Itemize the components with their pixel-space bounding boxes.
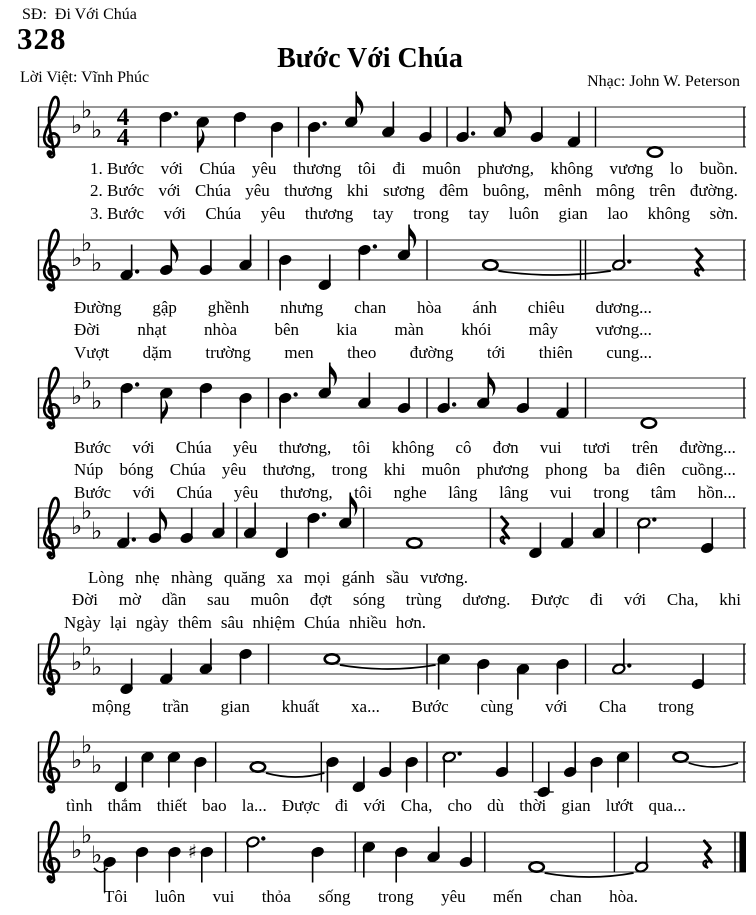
lyric-word: cuồng...: [681, 460, 736, 480]
lyric-word: ghềnh: [207, 298, 250, 317]
lyric-word: Được: [281, 796, 320, 815]
lyric-word: ba: [603, 460, 620, 480]
svg-text:♭: ♭: [71, 648, 83, 676]
lyric-word: nhiệm: [252, 612, 296, 632]
lyric-word: phương: [476, 460, 529, 480]
lyric-word: không: [647, 203, 691, 223]
lyric-word: thương: [304, 203, 354, 223]
lyric-word: mênh: [543, 181, 582, 201]
lyric-word: hòa: [417, 298, 442, 317]
lyric-word: sương: [382, 181, 425, 201]
svg-text:♯: ♯: [187, 841, 198, 863]
svg-text:♭: ♭: [81, 633, 93, 661]
lyric-word: khói: [461, 320, 492, 340]
svg-text:♭: ♭: [81, 96, 93, 124]
lyric-word: trong: [658, 697, 694, 716]
lyric-word: thương: [284, 181, 333, 201]
lyric-word: lại: [109, 612, 127, 632]
music-staff-svg: [0, 476, 756, 580]
lyric-word: xa...: [351, 697, 380, 716]
lyric-word: với: [132, 438, 155, 457]
svg-text:4: 4: [116, 104, 130, 131]
lyric-word: muôn: [422, 159, 461, 178]
lyric-word: muôn: [421, 460, 461, 480]
composer-credit: Nhạc: John W. Peterson: [587, 73, 740, 90]
lyric-word: gian: [220, 697, 250, 716]
lyric-word: bóng: [119, 460, 154, 480]
lyric-word: thời: [519, 796, 547, 815]
lyric-word: nhàng: [171, 568, 213, 587]
svg-text:♭: ♭: [91, 249, 103, 277]
lyric-word: điên: [636, 460, 666, 480]
lyric-word: yêu: [233, 482, 259, 502]
lyric-word: thêm: [177, 612, 212, 632]
lyric-word: cùng: [480, 697, 514, 716]
lyric-word: sau: [207, 590, 230, 610]
svg-text:♭: ♭: [91, 653, 103, 681]
svg-text:♭: ♭: [71, 244, 83, 272]
lyric-word: luôn: [154, 887, 186, 906]
lyric-word: Bước: [411, 697, 449, 716]
lyric-word: với: [623, 590, 647, 610]
song-number: 328: [17, 21, 67, 56]
lyric-word: gian: [558, 203, 588, 223]
lyric-word: men: [284, 342, 314, 362]
lyric-word: Chúa: [199, 159, 236, 178]
lyric-word: Lòng: [88, 568, 124, 587]
lyric-word: Cha: [599, 697, 627, 716]
lyrics-line-1: [90, 158, 738, 179]
lyric-word: thương: [292, 159, 342, 178]
lyric-word: gập: [152, 298, 177, 317]
lyric-word: Tôi: [104, 887, 128, 906]
lyric-word: màn: [394, 320, 424, 340]
lyric-word: tôi: [354, 482, 373, 502]
lyric-word: nghe: [393, 482, 427, 502]
lyric-word: mộng: [92, 697, 131, 716]
lyric-word: hơn.: [395, 612, 426, 632]
lyric-word: trần: [162, 697, 189, 716]
lyric-word: mến: [493, 887, 523, 906]
lyric-word: qua...: [648, 796, 686, 815]
lyric-word: buông,: [482, 181, 530, 201]
lyric-word: Chúa: [176, 482, 213, 502]
lyric-word: chan: [354, 298, 387, 317]
lyric-word: đường.: [689, 181, 738, 201]
lyric-word: trong: [331, 460, 368, 480]
lyric-word: thiên: [538, 342, 573, 362]
svg-text:♭: ♭: [91, 116, 103, 144]
lyric-word: trường: [205, 342, 251, 362]
lyric-word: gian: [561, 796, 591, 815]
lyric-word: đi: [392, 159, 406, 178]
lyric-word: nhạt: [137, 320, 167, 340]
lyric-word: Được: [531, 590, 570, 610]
svg-text:4: 4: [116, 124, 130, 152]
svg-text:♭: ♭: [71, 746, 83, 774]
lyric-word: lâng: [499, 482, 529, 502]
lyrics-line-1: [74, 297, 652, 318]
lyrics-line-2: [90, 180, 738, 201]
lyric-word: sâu: [220, 612, 244, 632]
song-category: SĐ: Đi Với Chúa: [22, 6, 137, 23]
svg-text:♭: ♭: [91, 387, 103, 415]
lyric-word: vương...: [595, 320, 652, 340]
lyric-word: nhẹ: [135, 568, 160, 587]
lyric-word: nhòa: [204, 320, 238, 340]
lyric-word: dặm: [142, 342, 172, 362]
lyricist-credit: Lời Việt: Vĩnh Phúc: [20, 69, 150, 86]
lyric-word: đi: [335, 796, 349, 815]
lyrics-line-2: [74, 319, 652, 340]
lyric-word: với: [160, 159, 183, 178]
lyric-word: với: [158, 181, 181, 201]
lyric-word: với: [363, 796, 386, 815]
lyric-word: lo: [669, 159, 684, 178]
lyric-word: Núp: [74, 460, 104, 480]
lyric-word: đơn: [492, 438, 519, 457]
svg-text:♭: ♭: [71, 111, 83, 139]
lyric-word: sóng: [352, 590, 386, 610]
lyric-word: với: [545, 697, 568, 716]
svg-text:♭: ♭: [81, 367, 93, 395]
lyric-word: thương,: [262, 460, 316, 480]
lyric-word: Ngày: [64, 612, 101, 632]
lyric-word: khuất: [281, 697, 320, 716]
lyric-word: lâng: [448, 482, 478, 502]
svg-text:♭: ♭: [71, 512, 83, 540]
lyric-word: vui: [549, 482, 572, 502]
lyric-word: trùng: [405, 590, 442, 610]
lyric-word: tới: [486, 342, 506, 362]
lyric-word: thỏa: [261, 887, 291, 906]
lyric-word: chan: [549, 887, 582, 906]
lyric-word: với: [163, 203, 186, 223]
lyric-word: Chúa: [205, 203, 242, 223]
lyric-word: mọi: [303, 568, 331, 587]
svg-text:♭: ♭: [81, 731, 93, 759]
lyric-word: tay: [372, 203, 394, 223]
lyric-word: đi: [589, 590, 604, 610]
lyric-word: Vượt: [74, 342, 110, 362]
lyric-word: không: [391, 438, 435, 457]
lyric-word: ánh: [472, 298, 497, 317]
lyric-word: 3. Bước: [90, 203, 145, 223]
lyric-word: mờ: [118, 590, 141, 610]
lyric-word: lướt: [605, 796, 634, 815]
lyric-word: hòa.: [609, 887, 638, 906]
lyric-word: tôi: [352, 438, 371, 457]
lyric-word: la...: [241, 796, 267, 815]
lyric-word: Đời: [72, 590, 98, 610]
lyrics-line-2: [72, 589, 741, 610]
lyric-word: tay: [468, 203, 490, 223]
lyric-word: vui: [212, 887, 235, 906]
lyric-word: trong: [377, 887, 414, 906]
svg-text:♭: ♭: [71, 382, 83, 410]
lyric-word: hồn...: [697, 482, 736, 502]
lyric-word: đường...: [679, 438, 736, 457]
lyric-word: thắm: [107, 796, 142, 815]
lyrics-line-1: [74, 437, 736, 458]
lyric-word: theo: [347, 342, 377, 362]
lyric-word: thương,: [278, 438, 332, 457]
lyric-word: vui: [539, 438, 562, 457]
lyric-word: luôn: [508, 203, 539, 223]
svg-text:♭: ♭: [71, 836, 83, 864]
lyric-word: thiết: [156, 796, 187, 815]
lyric-word: nhiều: [348, 612, 387, 632]
lyric-word: yêu: [260, 203, 286, 223]
page-title: Bước Với Chúa: [277, 43, 463, 74]
lyric-word: phương,: [477, 159, 534, 178]
lyric-word: 1. Bước: [90, 159, 145, 178]
lyric-word: mông: [596, 181, 635, 201]
svg-text:♭: ♭: [81, 821, 93, 849]
lyric-word: lao: [607, 203, 629, 223]
lyric-word: nhưng: [280, 298, 324, 317]
lyric-word: quăng: [223, 568, 266, 587]
lyric-word: Bước: [74, 438, 112, 457]
music-staff-svg: [0, 346, 756, 450]
lyric-word: gánh: [341, 568, 375, 587]
lyric-word: Chúa: [169, 460, 206, 480]
lyric-word: khi: [346, 181, 369, 201]
lyrics-line-1: [104, 886, 638, 907]
lyric-word: trên: [631, 438, 659, 457]
lyric-word: dương...: [595, 298, 652, 317]
lyric-word: đường: [409, 342, 454, 362]
lyric-word: yêu: [441, 887, 466, 906]
lyric-word: Đường: [74, 298, 122, 317]
svg-text:♭: ♭: [91, 751, 103, 779]
lyric-word: mây: [528, 320, 559, 340]
lyric-word: đợt: [309, 590, 333, 610]
lyric-word: cho: [447, 796, 473, 815]
lyric-word: 2. Bước: [90, 181, 145, 201]
lyric-word: thương,: [279, 482, 333, 502]
lyric-word: dần: [161, 590, 187, 610]
svg-text:♭: ♭: [81, 497, 93, 525]
lyric-word: ngày: [135, 612, 169, 632]
lyric-word: Đời: [74, 320, 100, 340]
lyric-word: trên: [649, 181, 676, 201]
lyric-word: chiêu: [527, 298, 565, 317]
lyric-word: bao: [202, 796, 227, 815]
lyric-word: tình: [66, 796, 93, 815]
lyrics-line-1: [88, 567, 468, 588]
lyric-word: phong: [545, 460, 588, 480]
lyric-word: yêu: [251, 159, 277, 178]
lyric-word: Chúa: [195, 181, 231, 201]
svg-text:♭: ♭: [91, 841, 103, 869]
lyric-word: trong: [593, 482, 630, 502]
lyric-word: tươi: [582, 438, 611, 457]
lyric-word: Bước: [74, 482, 112, 502]
svg-text:♭: ♭: [91, 517, 103, 545]
lyric-word: Chúa: [304, 612, 340, 632]
lyric-word: tâm: [650, 482, 677, 502]
lyric-word: với: [132, 482, 155, 502]
lyric-word: không: [550, 159, 593, 178]
lyric-word: Cha,: [666, 590, 699, 610]
lyric-word: kia: [336, 320, 358, 340]
lyric-word: bên: [274, 320, 299, 340]
lyric-word: khi: [383, 460, 406, 480]
lyric-word: dù: [487, 796, 505, 815]
lyric-word: trong: [413, 203, 449, 223]
lyric-word: yêu: [245, 181, 270, 201]
lyric-word: Chúa: [175, 438, 212, 457]
lyric-word: khi: [719, 590, 741, 610]
svg-text:♭: ♭: [81, 229, 93, 257]
lyric-word: muôn: [250, 590, 290, 610]
lyric-word: Cha,: [400, 796, 433, 815]
lyric-word: cung...: [606, 342, 652, 362]
lyric-word: sờn.: [709, 203, 738, 223]
lyric-word: sầu: [386, 568, 409, 587]
lyric-word: xa: [276, 568, 293, 587]
lyric-word: đêm: [439, 181, 469, 201]
lyric-word: dương.: [462, 590, 511, 610]
lyric-word: vương.: [420, 568, 468, 587]
lyric-word: buồn.: [699, 159, 738, 178]
lyric-word: yêu: [221, 460, 247, 480]
lyric-word: sống: [318, 887, 351, 906]
lyric-word: vương: [609, 159, 654, 178]
lyric-word: cô: [455, 438, 472, 457]
lyric-word: yêu: [232, 438, 258, 457]
lyric-word: tôi: [357, 159, 376, 178]
